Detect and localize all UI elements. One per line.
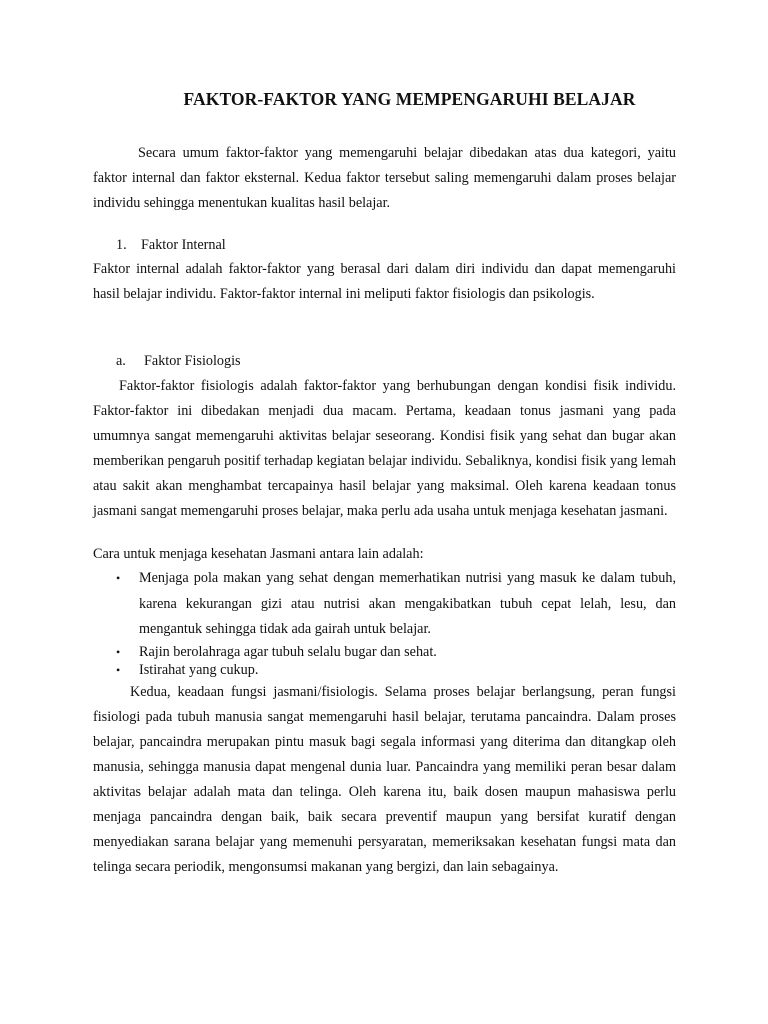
list-item (116, 661, 676, 680)
subsection-a-letter: a. (116, 353, 126, 369)
intro-paragraph: Secara umum faktor-faktor yang memengaruhi belajar dibedakan atas dua kategori, yaitu faktor internal dan faktor eksternal. Kedua faktor tersebut saling memengaruhi dalam proses belajar individu sehingga menentukan kualitas hasil belajar. (93, 145, 676, 211)
bullet-icon: • (116, 571, 121, 585)
kedua-paragraph: Kedua, keadaan fungsi jasmani/fisiologis. Selama proses belajar berlangsung, peran fungsi fisiologi pada tubuh manusia sangat memengaruhi hasil belajar, terutama pancaindra. Dalam proses belajar, pancaindra merupakan pintu masuk bagi segala informasi yang diterima dan ditangkap oleh manusia, sehingga manusia dapat mengenal dunia luar. Pancaindra yang memiliki peran besar dalam aktivitas belajar adalah mata dan telinga. Oleh karena itu, baik dosen maupun mahasiswa perlu menjaga pancaindra dengan baik, baik secara preventif maupun yang bersifat kuratif dengan menyediakan sarana belajar yang memenuhi persyaratan, memeriksakan kesehatan fungsi mata dan telinga secara periodik, mengonsumsi makanan yang bergizi, dan lain sebagainya. (93, 684, 676, 875)
list-item-text: Menjaga pola makan yang sehat dengan memerhatikan nutrisi yang masuk ke dalam tubuh, karena kekurangan gizi atau nutrisi akan mengakibatkan tubuh cepat lelah, lesu, dan mengantuk sehingga tidak ada gairah untuk belajar. (139, 570, 676, 637)
bullet-icon: • (116, 663, 121, 677)
page-title: FAKTOR-FAKTOR YANG MEMPENGARUHI BELAJAR (183, 89, 636, 109)
list-item (116, 566, 676, 643)
subsection-a-title: Faktor Fisiologis (144, 353, 241, 369)
list-item-text: Istirahat yang cukup. (139, 662, 259, 678)
cara-intro: Cara untuk menjaga kesehatan Jasmani antara lain adalah: (93, 546, 424, 562)
section-1-title: Faktor Internal (141, 237, 226, 253)
subsection-a-paragraph: Faktor-faktor fisiologis adalah faktor-faktor yang berhubungan dengan kondisi fisik individu. Faktor-faktor ini dibedakan menjadi dua macam. Pertama, keadaan tonus jasmani yang pada umumnya sangat memengaruhi aktivitas belajar seseorang. Kondisi fisik yang sehat dan bugar akan memberikan pengaruh positif terhadap kegiatan belajar individu. Sebaliknya, kondisi fisik yang lemah atau sakit akan menghambat tercapainya hasil belajar yang maksimal. Oleh karena keadaan tonus jasmani sangat memengaruhi proses belajar, maka perlu ada usaha untuk menjaga kesehatan jasmani. (93, 378, 676, 519)
section-1-number: 1. (116, 237, 127, 253)
bullet-list (116, 566, 676, 680)
list-item-text: Rajin berolahraga agar tubuh selalu bugar dan sehat. (139, 643, 437, 660)
section-1-paragraph: Faktor internal adalah faktor-faktor yang berasal dari dalam diri individu dan dapat memengaruhi hasil belajar individu. Faktor-faktor internal ini meliputi faktor fisiologis dan psikologis. (93, 261, 676, 302)
bullet-icon: • (116, 644, 121, 659)
subsection-a-heading (116, 350, 676, 372)
section-1-heading (116, 234, 676, 256)
list-item (116, 643, 676, 662)
